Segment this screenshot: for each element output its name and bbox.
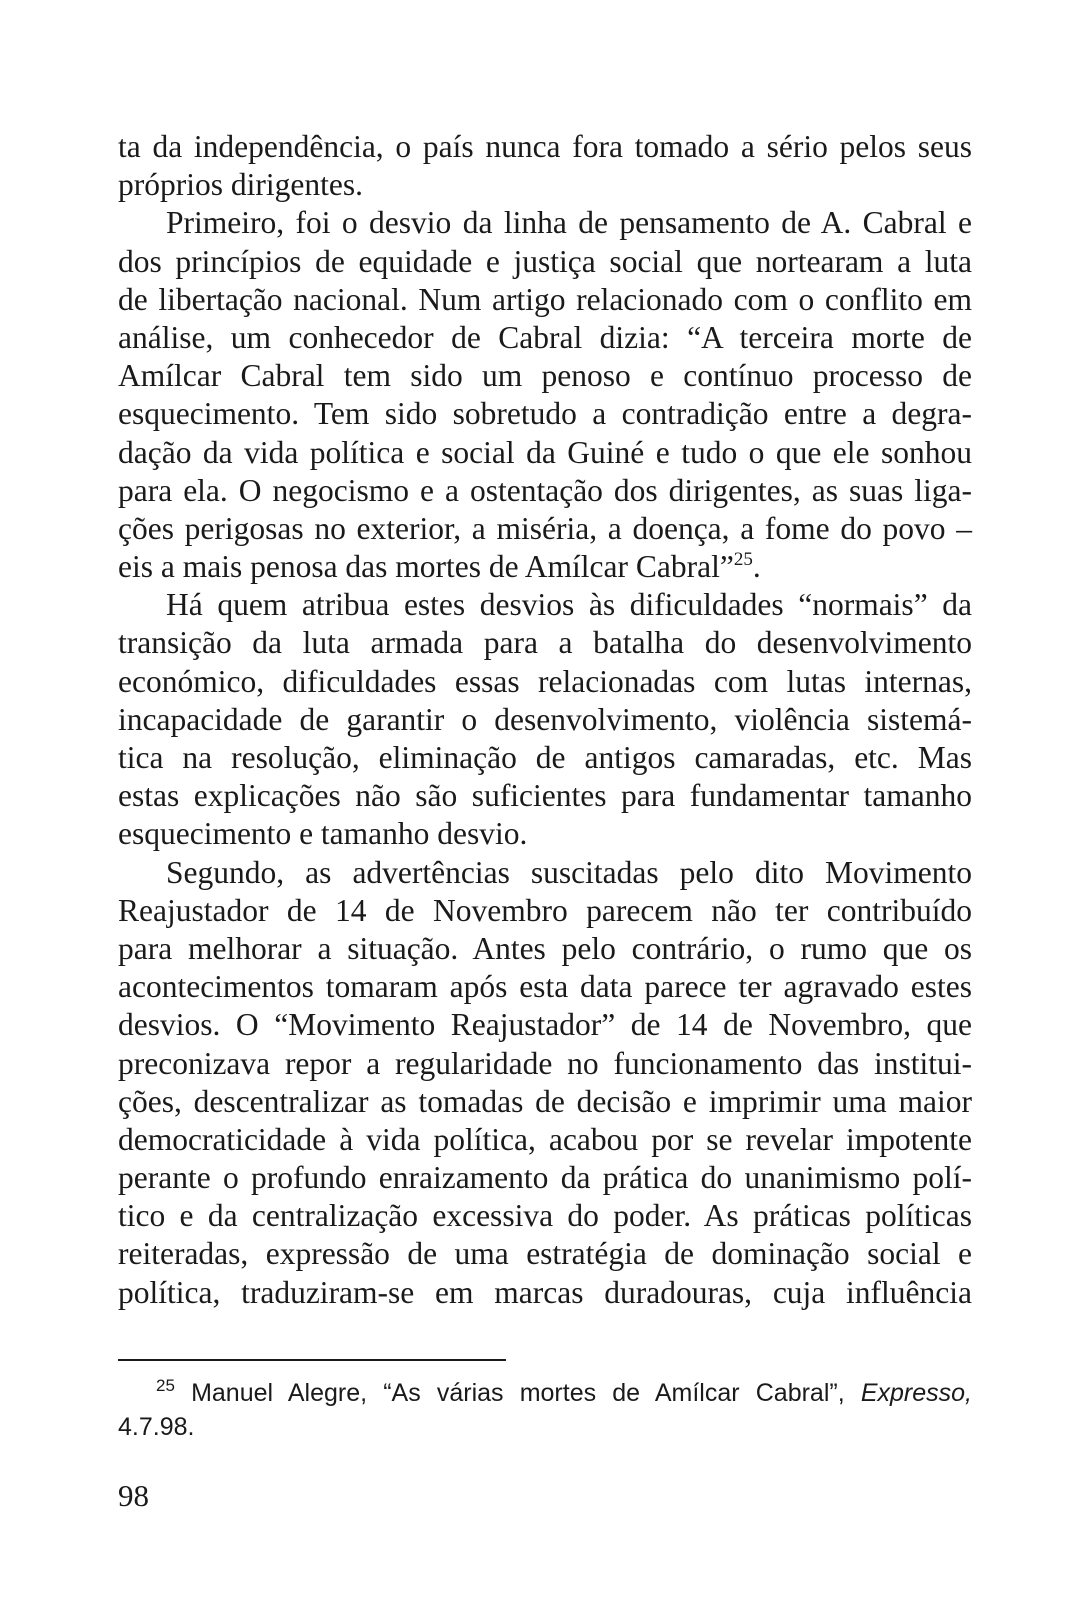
text-line-content: Segundo, as advertências suscitadas pelo dito Movimento [166,854,972,890]
footnote [118,1376,972,1444]
text-line-content: Há quem atribua estes desvios às dificuldades “normais” da [166,587,972,623]
footnote-number: 25 [156,1376,175,1395]
text-line-trailing: . [752,549,761,585]
text-line [118,1006,972,1044]
footnote-text: Manuel Alegre, “As várias mortes de Amílcar Cabral”, [191,1379,845,1407]
text-line-content: económico, dificuldades essas relacionadas com lutas internas, [118,663,972,699]
text-line [118,586,972,624]
text-line [118,854,972,892]
text-line [118,510,972,548]
text-line-content: ta da independência, o país nunca fora tomado a sério pelos seus [118,129,972,164]
text-line-content: eis a mais penosa das mortes de Amílcar Cabral” [118,549,734,585]
footnote-line-2: 4.7.98. [118,1413,195,1441]
text-line-content: ções, descentralizar as tomadas de decisão e imprimir uma maior [118,1083,972,1119]
text-line [118,739,972,777]
text-line-content: análise, um conhecedor de Cabral dizia: “A terceira morte de [118,319,972,355]
footnote-publication: Expresso, [860,1379,972,1407]
body-text [118,128,972,1312]
text-line [118,1235,972,1273]
text-line [118,395,972,433]
text-line [118,319,972,357]
text-line [118,701,972,739]
text-line-content: Reajustador de 14 de Novembro parecem não ter contribuído [118,892,972,928]
text-line [118,815,972,853]
text-line-content: ções perigosas no exterior, a miséria, a doença, a fome do povo – [118,510,972,546]
text-line-content: próprios dirigentes. [118,167,363,203]
text-line-content: de libertação nacional. Num artigo relacionado com o conflito em [118,281,972,317]
text-line-content: tico e da centralização excessiva do poder. As práticas políticas [118,1198,972,1234]
text-line-content: para ela. O negocismo e a ostentação dos dirigentes, as suas liga- [118,472,972,508]
text-line [118,1083,972,1121]
text-line [118,663,972,701]
text-line-content: estas explicações não são suficientes para fundamentar tamanho [118,778,972,814]
text-line [118,624,972,662]
text-line [118,204,972,242]
page-number: 98 [118,1478,149,1513]
text-line [118,357,972,395]
text-line-content: perante o profundo enraizamento da prática do unanimismo polí- [118,1160,972,1196]
text-line [118,1045,972,1083]
text-line-content: esquecimento e tamanho desvio. [118,816,528,852]
text-line-content: Primeiro, foi o desvio da linha de pensamento de A. Cabral e [166,205,972,241]
text-line [118,166,972,204]
text-line [118,434,972,472]
text-line [118,1121,972,1159]
footnote-separator [118,1359,506,1361]
text-line [118,777,972,815]
text-line-content: transição da luta armada para a batalha do desenvolvimento [118,625,972,661]
text-line [118,472,972,510]
text-line-content: desvios. O “Movimento Reajustador” de 14 de Novembro, que [118,1007,972,1043]
text-line-content: esquecimento. Tem sido sobretudo a contradição entre a degra- [118,396,972,432]
text-line [118,1159,972,1197]
text-line-content: dos princípios de equidade e justiça social que nortearam a luta [118,243,972,279]
text-line-content: tica na resolução, eliminação de antigos camaradas, etc. Mas [118,740,972,775]
text-line-content: para melhorar a situação. Antes pelo contrário, o rumo que os [118,930,972,966]
text-line-content: preconizava repor a regularidade no funcionamento das institui- [118,1045,972,1081]
text-line-content: democraticidade à vida política, acabou por se revelar impotente [118,1121,972,1157]
text-line [118,968,972,1006]
text-line-content: incapacidade de garantir o desenvolvimento, violência sistemá- [118,701,972,737]
text-line [118,1274,972,1312]
text-line [118,1197,972,1235]
footnote-reference: 25 [733,549,753,571]
text-line-content: acontecimentos tomaram após esta data parece ter agravado estes [118,969,972,1005]
text-line [118,281,972,319]
text-line-content: Amílcar Cabral tem sido um penoso e contínuo processo de [118,358,972,394]
text-line [118,892,972,930]
text-line [118,128,972,166]
text-line [118,548,972,586]
text-line-content: política, traduziram-se em marcas duradouras, cuja influência [118,1274,972,1310]
text-line-content: dação da vida política e social da Guiné e tudo o que ele sonhou [118,434,972,470]
text-line [118,243,972,281]
text-line-content: reiteradas, expressão de uma estratégia de dominação social e [118,1236,972,1272]
footnote-line-1 [118,1376,972,1410]
text-line [118,930,972,968]
